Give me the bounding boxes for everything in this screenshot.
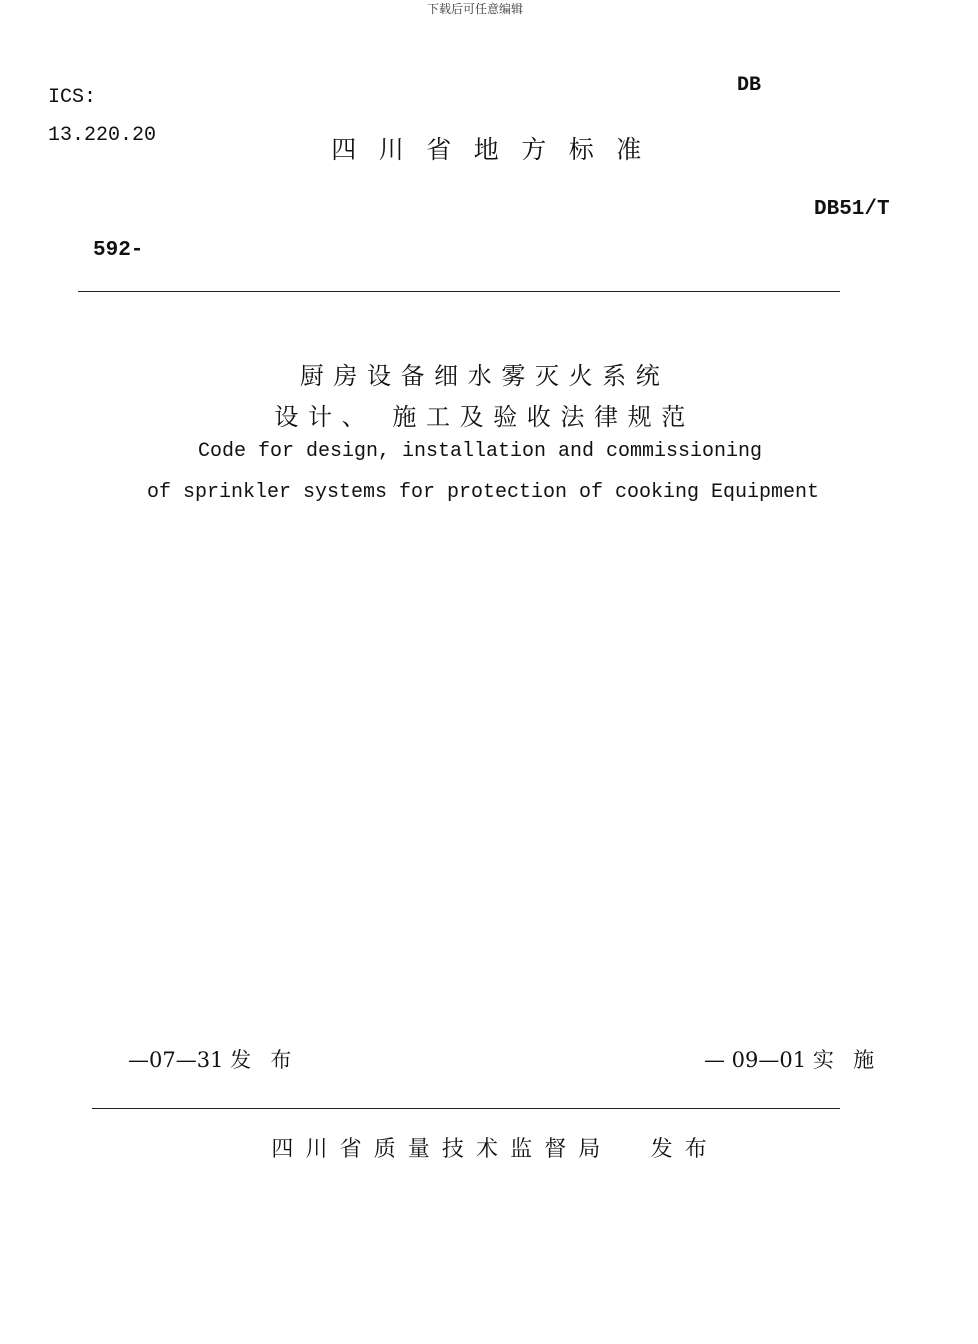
ics-code: 13.220.20 xyxy=(48,124,157,147)
title-chinese-line-1: 厨房设备细水雾灭火系统 xyxy=(299,362,670,390)
title-english-line-1: Code for design, installation and commissioning xyxy=(197,440,763,463)
publisher-name: 四川省质量技术监督局 xyxy=(271,1137,613,1162)
standard-type-heading: 四川省地方标准 xyxy=(331,135,664,164)
title-chinese-line-2: 设计、 施工及验收法律规范 xyxy=(274,403,695,431)
implement-label: 实 施 xyxy=(812,1048,881,1072)
standard-number: 592- xyxy=(93,239,144,262)
top-divider xyxy=(78,291,840,292)
issue-label: 发 布 xyxy=(230,1048,298,1072)
publisher-label: 发布 xyxy=(650,1137,719,1162)
db-mark: DB xyxy=(737,74,762,97)
ics-label: ICS: xyxy=(48,86,97,109)
implement-date: — 09—01 xyxy=(704,1048,807,1072)
publisher-block xyxy=(0,1132,978,1163)
issue-date-block xyxy=(128,1044,298,1074)
title-english-line-2: of sprinkler systems for protection of cooking Equipment xyxy=(146,481,820,504)
bottom-divider xyxy=(92,1108,840,1109)
header-note: 下载后可任意编辑 xyxy=(426,2,523,16)
standard-prefix: DB51/T xyxy=(814,198,890,221)
implement-date-block xyxy=(704,1044,880,1074)
issue-date: —07—31 xyxy=(128,1048,224,1072)
